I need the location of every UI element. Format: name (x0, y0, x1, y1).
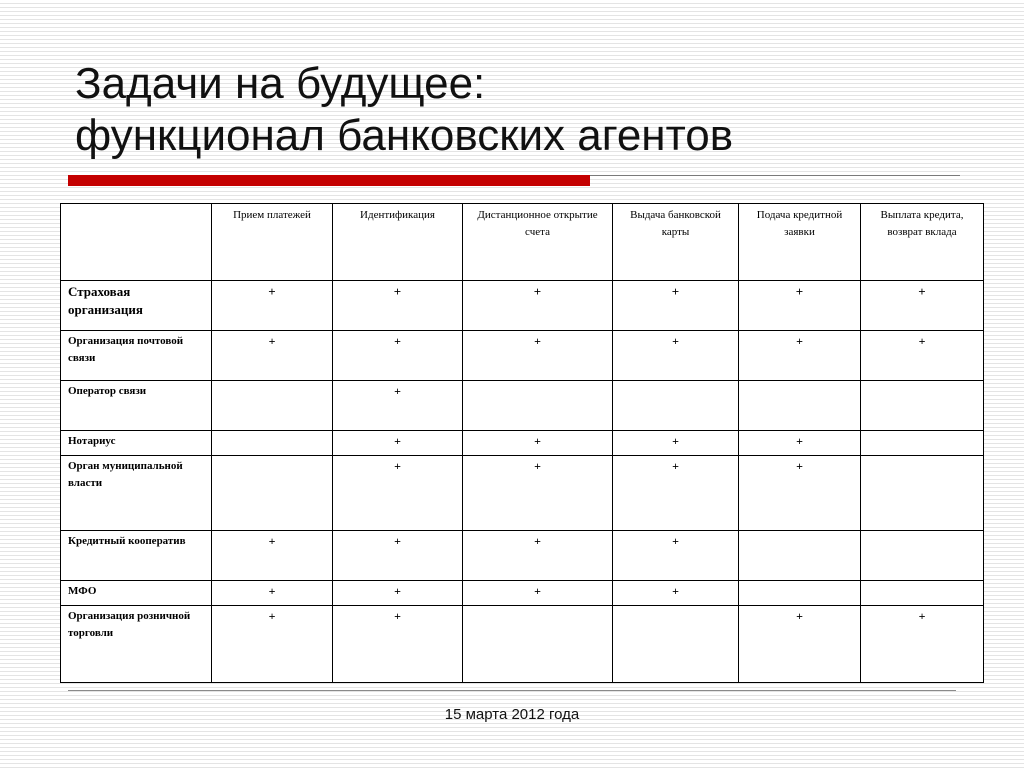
row-label: Страховая организация (61, 281, 212, 331)
title-accent-line (590, 175, 960, 176)
table-row (61, 381, 984, 431)
table-cell: + (212, 581, 333, 606)
table-cell (739, 531, 861, 581)
table-row (61, 456, 984, 531)
table-row (61, 431, 984, 456)
row-label: МФО (61, 581, 212, 606)
table-cell (613, 381, 739, 431)
column-header: Выдача банковской карты (613, 204, 739, 281)
table-cell (861, 581, 984, 606)
table-cell: + (739, 431, 861, 456)
table-cell: + (613, 331, 739, 381)
footer-date: 15 марта 2012 года (444, 706, 580, 723)
table-cell: + (212, 281, 333, 331)
table-cell: + (739, 456, 861, 531)
row-label: Орган муниципальной власти (61, 456, 212, 531)
table-cell: + (861, 606, 984, 683)
table-row (61, 331, 984, 381)
table-cell (463, 606, 613, 683)
row-label: Оператор связи (61, 381, 212, 431)
table-cell (861, 531, 984, 581)
title-accent-bar (68, 175, 590, 186)
table-cell: + (333, 281, 463, 331)
footer-divider (68, 690, 956, 691)
table-cell: + (333, 531, 463, 581)
table-cell: + (463, 531, 613, 581)
column-header: Дистанционное открытие счета (463, 204, 613, 281)
table-cell: + (212, 331, 333, 381)
table-cell: + (739, 331, 861, 381)
table-cell (739, 381, 861, 431)
table-cell: + (613, 456, 739, 531)
table-cell: + (333, 431, 463, 456)
table-row (61, 606, 984, 683)
table-cell: + (613, 531, 739, 581)
table-cell: + (739, 606, 861, 683)
table-cell: + (333, 381, 463, 431)
table-cell: + (463, 331, 613, 381)
table-cell: + (333, 606, 463, 683)
slide-title-line-1: Задачи на будущее: (75, 59, 486, 108)
table-cell (861, 381, 984, 431)
row-label: Кредитный кооператив (61, 531, 212, 581)
table-cell: + (613, 431, 739, 456)
table-cell: + (613, 281, 739, 331)
agents-functional-table (60, 203, 984, 683)
column-header: Выплата кредита, возврат вклада (861, 204, 984, 281)
agents-table-container (60, 203, 983, 682)
table-cell: + (333, 331, 463, 381)
table-cell (212, 456, 333, 531)
table-cell (861, 456, 984, 531)
table-cell (739, 581, 861, 606)
table-cell (212, 381, 333, 431)
table-header-row (61, 204, 984, 281)
slide-title (75, 58, 975, 162)
table-cell (463, 381, 613, 431)
table-cell (613, 606, 739, 683)
table-cell: + (613, 581, 739, 606)
table-cell: + (463, 281, 613, 331)
column-header: Идентификация (333, 204, 463, 281)
table-cell: + (739, 281, 861, 331)
table-cell: + (333, 456, 463, 531)
table-row (61, 281, 984, 331)
table-cell: + (861, 331, 984, 381)
table-cell: + (212, 531, 333, 581)
table-row (61, 581, 984, 606)
table-cell: + (212, 606, 333, 683)
table-cell (861, 431, 984, 456)
row-label: Организация почтовой связи (61, 331, 212, 381)
table-cell: + (463, 456, 613, 531)
table-cell: + (333, 581, 463, 606)
header-corner-cell (61, 204, 212, 281)
table-row (61, 531, 984, 581)
column-header: Подача кредитной заявки (739, 204, 861, 281)
table-cell (212, 431, 333, 456)
row-label: Организация розничной торговли (61, 606, 212, 683)
slide-title-line-2: функционал банковских агентов (75, 111, 734, 160)
table-cell: + (861, 281, 984, 331)
row-label: Нотариус (61, 431, 212, 456)
table-cell: + (463, 581, 613, 606)
table-cell: + (463, 431, 613, 456)
column-header: Прием платежей (212, 204, 333, 281)
